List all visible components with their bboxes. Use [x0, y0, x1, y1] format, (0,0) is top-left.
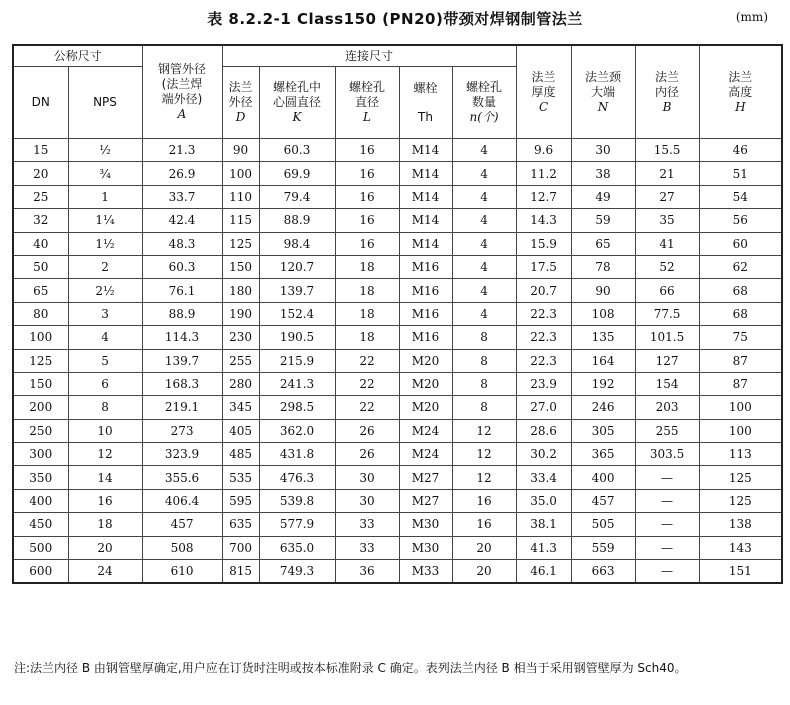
table-row [13, 489, 782, 512]
cell-flange-od: 125 [222, 232, 259, 255]
cell-thickness: 17.5 [516, 255, 571, 278]
cell-bolt: M14 [399, 232, 452, 255]
cell-bolt-count: 16 [452, 489, 516, 512]
cell-flange-od: 190 [222, 302, 259, 325]
cell-flange-od: 255 [222, 349, 259, 372]
header-inner-dia-label: 法兰 内径 [655, 69, 680, 99]
cell-inner-dia: — [635, 560, 699, 584]
cell-bolt-circle: 79.4 [259, 185, 335, 208]
header-bolt-label: 螺栓 [413, 80, 438, 95]
cell-bolt-count: 8 [452, 326, 516, 349]
cell-dn: 25 [13, 185, 68, 208]
cell-bolt: M16 [399, 302, 452, 325]
cell-dn: 400 [13, 489, 68, 512]
cell-dn: 32 [13, 209, 68, 232]
cell-flange-od: 345 [222, 396, 259, 419]
cell-nps: ¾ [68, 162, 142, 185]
cell-height: 151 [699, 560, 782, 584]
table-body [13, 139, 782, 584]
cell-bolt-hole-dia: 16 [335, 209, 399, 232]
header-bolt-count-label: 螺栓孔 数量 [466, 80, 503, 109]
cell-inner-dia: 66 [635, 279, 699, 302]
cell-inner-dia: — [635, 466, 699, 489]
cell-nps: 12 [68, 443, 142, 466]
cell-height: 46 [699, 139, 782, 162]
cell-nps: 8 [68, 396, 142, 419]
cell-bolt-circle: 749.3 [259, 560, 335, 584]
header-inner-dia-symbol: B [662, 99, 672, 114]
table-row [13, 536, 782, 559]
cell-bolt-circle: 476.3 [259, 466, 335, 489]
table-title: 表 8.2.2-1 Class150 (PN20)带颈对焊钢制管法兰 [207, 10, 583, 28]
cell-bolt-hole-dia: 16 [335, 162, 399, 185]
cell-thickness: 14.3 [516, 209, 571, 232]
cell-bolt-hole-dia: 18 [335, 279, 399, 302]
cell-bolt: M20 [399, 372, 452, 395]
header-pipe-od-label: 钢管外径 (法兰焊 端外径) [158, 62, 207, 106]
cell-pipe-od: 323.9 [142, 443, 222, 466]
table-row [13, 326, 782, 349]
cell-nps: 24 [68, 560, 142, 584]
cell-neck-dia: 108 [571, 302, 635, 325]
cell-dn: 300 [13, 443, 68, 466]
cell-bolt-circle: 362.0 [259, 419, 335, 442]
cell-bolt-circle: 539.8 [259, 489, 335, 512]
cell-thickness: 35.0 [516, 489, 571, 512]
cell-inner-dia: 15.5 [635, 139, 699, 162]
cell-height: 87 [699, 349, 782, 372]
cell-pipe-od: 406.4 [142, 489, 222, 512]
cell-height: 100 [699, 396, 782, 419]
cell-bolt-circle: 120.7 [259, 255, 335, 278]
cell-pipe-od: 219.1 [142, 396, 222, 419]
cell-neck-dia: 457 [571, 489, 635, 512]
cell-dn: 200 [13, 396, 68, 419]
cell-thickness: 27.0 [516, 396, 571, 419]
cell-pipe-od: 60.3 [142, 255, 222, 278]
cell-bolt-count: 4 [452, 162, 516, 185]
cell-flange-od: 635 [222, 513, 259, 536]
cell-bolt: M30 [399, 536, 452, 559]
cell-pipe-od: 168.3 [142, 372, 222, 395]
cell-bolt-count: 4 [452, 255, 516, 278]
flange-spec-table [12, 44, 783, 584]
table-row [13, 302, 782, 325]
cell-nps: 10 [68, 419, 142, 442]
cell-dn: 65 [13, 279, 68, 302]
cell-bolt: M30 [399, 513, 452, 536]
header-bolt-symbol: Th [418, 109, 433, 124]
cell-bolt-hole-dia: 22 [335, 372, 399, 395]
cell-bolt-circle: 139.7 [259, 279, 335, 302]
cell-bolt: M27 [399, 489, 452, 512]
header-bolt-circle [259, 67, 335, 139]
cell-bolt-hole-dia: 18 [335, 302, 399, 325]
header-bolt-count [452, 67, 516, 139]
cell-nps: 5 [68, 349, 142, 372]
cell-pipe-od: 273 [142, 419, 222, 442]
cell-nps: 1½ [68, 232, 142, 255]
cell-neck-dia: 305 [571, 419, 635, 442]
header-nominal-size: 公称尺寸 [13, 45, 142, 67]
cell-height: 75 [699, 326, 782, 349]
header-bolt-circle-label: 螺栓孔中 心圆直径 [273, 80, 322, 109]
cell-bolt-count: 8 [452, 349, 516, 372]
header-bolt-hole-dia-label: 螺栓孔 直径 [349, 80, 386, 109]
cell-bolt-hole-dia: 30 [335, 489, 399, 512]
cell-bolt-circle: 577.9 [259, 513, 335, 536]
cell-height: 51 [699, 162, 782, 185]
cell-flange-od: 115 [222, 209, 259, 232]
cell-bolt-hole-dia: 26 [335, 443, 399, 466]
header-thickness [516, 45, 571, 139]
table-row [13, 513, 782, 536]
cell-pipe-od: 610 [142, 560, 222, 584]
cell-dn: 450 [13, 513, 68, 536]
header-height-symbol: H [735, 99, 746, 114]
cell-inner-dia: 255 [635, 419, 699, 442]
cell-bolt-circle: 215.9 [259, 349, 335, 372]
table-row [13, 443, 782, 466]
table-row [13, 279, 782, 302]
cell-bolt-circle: 190.5 [259, 326, 335, 349]
cell-flange-od: 280 [222, 372, 259, 395]
cell-bolt-circle: 298.5 [259, 396, 335, 419]
cell-pipe-od: 42.4 [142, 209, 222, 232]
cell-neck-dia: 78 [571, 255, 635, 278]
cell-neck-dia: 49 [571, 185, 635, 208]
cell-inner-dia: 52 [635, 255, 699, 278]
cell-nps: 6 [68, 372, 142, 395]
table-row [13, 372, 782, 395]
header-bolt-count-symbol: n(个) [469, 110, 499, 124]
cell-pipe-od: 508 [142, 536, 222, 559]
cell-inner-dia: 154 [635, 372, 699, 395]
cell-bolt-circle: 88.9 [259, 209, 335, 232]
cell-thickness: 11.2 [516, 162, 571, 185]
cell-dn: 500 [13, 536, 68, 559]
cell-neck-dia: 135 [571, 326, 635, 349]
table-row [13, 396, 782, 419]
cell-bolt: M20 [399, 396, 452, 419]
cell-bolt-hole-dia: 22 [335, 396, 399, 419]
cell-bolt-hole-dia: 18 [335, 326, 399, 349]
header-flange-od-label: 法兰 外径 [228, 80, 253, 109]
cell-height: 113 [699, 443, 782, 466]
header-flange-od [222, 67, 259, 139]
cell-dn: 125 [13, 349, 68, 372]
cell-inner-dia: 27 [635, 185, 699, 208]
cell-thickness: 9.6 [516, 139, 571, 162]
cell-dn: 80 [13, 302, 68, 325]
header-nps: NPS [68, 67, 142, 139]
cell-thickness: 22.3 [516, 302, 571, 325]
cell-thickness: 46.1 [516, 560, 571, 584]
cell-neck-dia: 90 [571, 279, 635, 302]
cell-inner-dia: 35 [635, 209, 699, 232]
cell-bolt-count: 8 [452, 372, 516, 395]
cell-height: 54 [699, 185, 782, 208]
table-row [13, 162, 782, 185]
cell-inner-dia: 203 [635, 396, 699, 419]
cell-height: 100 [699, 419, 782, 442]
cell-flange-od: 180 [222, 279, 259, 302]
cell-nps: 1¼ [68, 209, 142, 232]
cell-nps: 18 [68, 513, 142, 536]
cell-bolt-count: 20 [452, 536, 516, 559]
cell-dn: 50 [13, 255, 68, 278]
cell-dn: 100 [13, 326, 68, 349]
cell-bolt-count: 12 [452, 443, 516, 466]
cell-pipe-od: 76.1 [142, 279, 222, 302]
cell-neck-dia: 164 [571, 349, 635, 372]
cell-inner-dia: — [635, 489, 699, 512]
header-pipe-od-symbol: A [177, 107, 187, 121]
cell-bolt-hole-dia: 33 [335, 536, 399, 559]
cell-bolt: M16 [399, 326, 452, 349]
cell-nps: ½ [68, 139, 142, 162]
cell-flange-od: 405 [222, 419, 259, 442]
cell-thickness: 23.9 [516, 372, 571, 395]
cell-bolt: M33 [399, 560, 452, 584]
header-height-label: 法兰 高度 [728, 69, 753, 99]
cell-pipe-od: 26.9 [142, 162, 222, 185]
cell-height: 60 [699, 232, 782, 255]
cell-neck-dia: 400 [571, 466, 635, 489]
cell-nps: 16 [68, 489, 142, 512]
cell-bolt-circle: 60.3 [259, 139, 335, 162]
cell-flange-od: 90 [222, 139, 259, 162]
cell-nps: 20 [68, 536, 142, 559]
cell-bolt-count: 12 [452, 466, 516, 489]
header-neck-dia [571, 45, 635, 139]
cell-bolt-count: 4 [452, 279, 516, 302]
cell-thickness: 22.3 [516, 326, 571, 349]
cell-bolt-hole-dia: 36 [335, 560, 399, 584]
cell-thickness: 22.3 [516, 349, 571, 372]
cell-flange-od: 100 [222, 162, 259, 185]
cell-pipe-od: 114.3 [142, 326, 222, 349]
cell-bolt-circle: 152.4 [259, 302, 335, 325]
cell-bolt: M14 [399, 162, 452, 185]
cell-inner-dia: 127 [635, 349, 699, 372]
cell-neck-dia: 663 [571, 560, 635, 584]
header-bolt-hole-dia-symbol: L [363, 110, 371, 124]
cell-bolt-count: 4 [452, 302, 516, 325]
cell-bolt: M14 [399, 209, 452, 232]
cell-bolt-count: 4 [452, 232, 516, 255]
header-height [699, 45, 782, 139]
cell-bolt-hole-dia: 16 [335, 185, 399, 208]
cell-inner-dia: — [635, 536, 699, 559]
header-inner-dia [635, 45, 699, 139]
cell-bolt-hole-dia: 18 [335, 255, 399, 278]
cell-bolt-count: 8 [452, 396, 516, 419]
cell-dn: 150 [13, 372, 68, 395]
cell-neck-dia: 192 [571, 372, 635, 395]
cell-bolt-count: 4 [452, 139, 516, 162]
table-row [13, 209, 782, 232]
cell-inner-dia: 101.5 [635, 326, 699, 349]
cell-flange-od: 595 [222, 489, 259, 512]
cell-height: 143 [699, 536, 782, 559]
cell-nps: 2 [68, 255, 142, 278]
cell-dn: 20 [13, 162, 68, 185]
cell-bolt-count: 4 [452, 185, 516, 208]
header-thickness-symbol: C [538, 99, 549, 114]
unit-label: (mm) [735, 10, 768, 24]
cell-nps: 4 [68, 326, 142, 349]
header-thickness-label: 法兰 厚度 [531, 69, 556, 99]
cell-bolt: M16 [399, 279, 452, 302]
header-connection: 连接尺寸 [222, 45, 516, 67]
cell-flange-od: 815 [222, 560, 259, 584]
header-bolt [399, 67, 452, 139]
table-row [13, 255, 782, 278]
cell-nps: 1 [68, 185, 142, 208]
cell-bolt: M20 [399, 349, 452, 372]
title-row [0, 8, 790, 32]
cell-bolt-count: 12 [452, 419, 516, 442]
cell-flange-od: 110 [222, 185, 259, 208]
cell-bolt-circle: 241.3 [259, 372, 335, 395]
cell-thickness: 41.3 [516, 536, 571, 559]
cell-bolt-circle: 69.9 [259, 162, 335, 185]
cell-neck-dia: 559 [571, 536, 635, 559]
cell-bolt-hole-dia: 22 [335, 349, 399, 372]
cell-pipe-od: 355.6 [142, 466, 222, 489]
cell-height: 68 [699, 302, 782, 325]
cell-neck-dia: 246 [571, 396, 635, 419]
cell-neck-dia: 65 [571, 232, 635, 255]
cell-neck-dia: 365 [571, 443, 635, 466]
cell-bolt-circle: 635.0 [259, 536, 335, 559]
cell-inner-dia: 41 [635, 232, 699, 255]
cell-inner-dia: — [635, 513, 699, 536]
cell-neck-dia: 38 [571, 162, 635, 185]
cell-bolt: M14 [399, 185, 452, 208]
header-bolt-hole-dia [335, 67, 399, 139]
cell-pipe-od: 457 [142, 513, 222, 536]
cell-bolt-count: 4 [452, 209, 516, 232]
cell-bolt: M24 [399, 443, 452, 466]
cell-flange-od: 150 [222, 255, 259, 278]
cell-bolt-circle: 431.8 [259, 443, 335, 466]
cell-thickness: 20.7 [516, 279, 571, 302]
header-dn: DN [13, 67, 68, 139]
cell-thickness: 12.7 [516, 185, 571, 208]
cell-nps: 3 [68, 302, 142, 325]
cell-dn: 250 [13, 419, 68, 442]
table-row [13, 185, 782, 208]
cell-thickness: 28.6 [516, 419, 571, 442]
cell-thickness: 15.9 [516, 232, 571, 255]
cell-dn: 40 [13, 232, 68, 255]
header-neck-dia-symbol: N [597, 99, 609, 114]
cell-thickness: 33.4 [516, 466, 571, 489]
table-row [13, 466, 782, 489]
cell-height: 68 [699, 279, 782, 302]
cell-bolt: M16 [399, 255, 452, 278]
cell-flange-od: 700 [222, 536, 259, 559]
header-flange-od-symbol: D [235, 110, 246, 124]
cell-height: 56 [699, 209, 782, 232]
cell-bolt-hole-dia: 30 [335, 466, 399, 489]
cell-thickness: 30.2 [516, 443, 571, 466]
cell-height: 125 [699, 489, 782, 512]
cell-dn: 350 [13, 466, 68, 489]
cell-flange-od: 230 [222, 326, 259, 349]
table-row [13, 139, 782, 162]
cell-bolt: M24 [399, 419, 452, 442]
cell-nps: 14 [68, 466, 142, 489]
footnote: 注:法兰内径 B 由钢管壁厚确定,用户应在订货时注明或按本标准附录 C 确定。表列法兰内径 B 相当于采用钢管壁厚为 Sch40。 [14, 661, 687, 675]
cell-bolt-count: 16 [452, 513, 516, 536]
cell-neck-dia: 505 [571, 513, 635, 536]
cell-bolt-hole-dia: 16 [335, 232, 399, 255]
cell-height: 62 [699, 255, 782, 278]
cell-inner-dia: 21 [635, 162, 699, 185]
cell-pipe-od: 139.7 [142, 349, 222, 372]
cell-inner-dia: 303.5 [635, 443, 699, 466]
header-neck-dia-label: 法兰颈 大端 [585, 69, 622, 99]
cell-neck-dia: 30 [571, 139, 635, 162]
header-pipe-od [142, 45, 222, 139]
cell-height: 138 [699, 513, 782, 536]
cell-dn: 15 [13, 139, 68, 162]
cell-nps: 2½ [68, 279, 142, 302]
cell-bolt-hole-dia: 26 [335, 419, 399, 442]
cell-bolt: M27 [399, 466, 452, 489]
cell-flange-od: 535 [222, 466, 259, 489]
cell-pipe-od: 48.3 [142, 232, 222, 255]
cell-inner-dia: 77.5 [635, 302, 699, 325]
header-bolt-circle-symbol: K [292, 110, 302, 124]
cell-dn: 600 [13, 560, 68, 584]
table-row [13, 419, 782, 442]
table-row [13, 560, 782, 584]
cell-bolt-hole-dia: 16 [335, 139, 399, 162]
cell-height: 125 [699, 466, 782, 489]
cell-height: 87 [699, 372, 782, 395]
cell-thickness: 38.1 [516, 513, 571, 536]
table-row [13, 349, 782, 372]
cell-pipe-od: 21.3 [142, 139, 222, 162]
cell-bolt-count: 20 [452, 560, 516, 584]
cell-pipe-od: 88.9 [142, 302, 222, 325]
cell-flange-od: 485 [222, 443, 259, 466]
cell-bolt: M14 [399, 139, 452, 162]
cell-bolt-circle: 98.4 [259, 232, 335, 255]
cell-bolt-hole-dia: 33 [335, 513, 399, 536]
cell-pipe-od: 33.7 [142, 185, 222, 208]
cell-neck-dia: 59 [571, 209, 635, 232]
table-row [13, 232, 782, 255]
